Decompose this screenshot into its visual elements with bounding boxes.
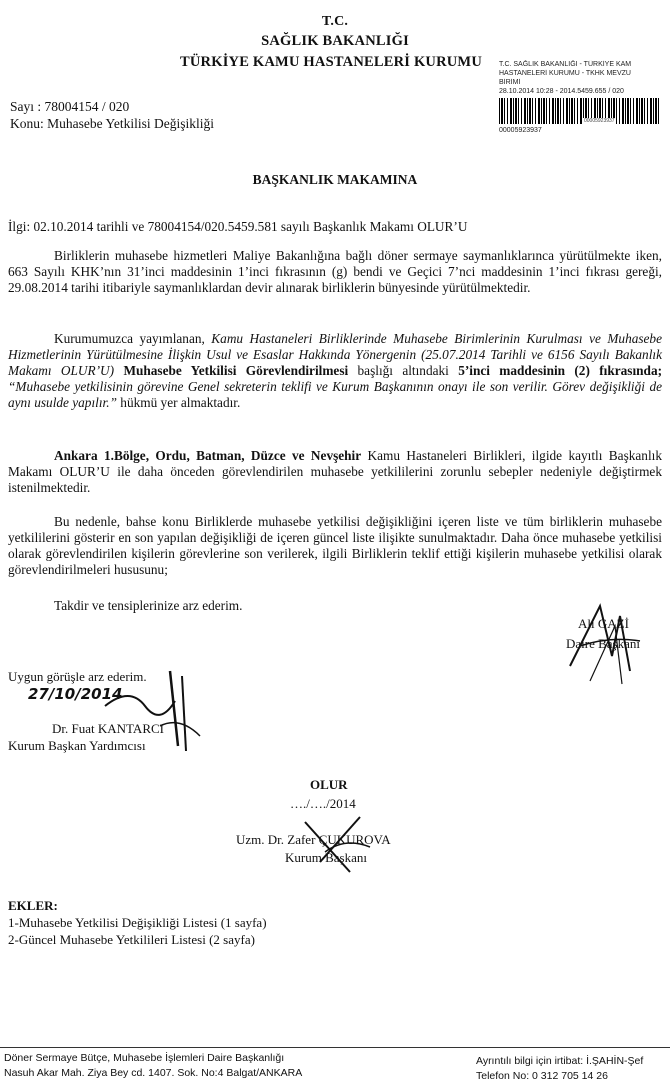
p2-end: hükmü yer almaktadır. <box>116 395 241 410</box>
right-signer-title: Daire Başkanı <box>566 636 641 651</box>
approval-olur: OLUR <box>310 777 348 792</box>
paragraph-closing: Takdir ve tensiplerinize arz ederim. <box>54 598 243 613</box>
left-signer-title: Kurum Başkan Yardımcısı <box>8 738 146 753</box>
footer-address: Nasuh Akar Mah. Ziya Bey cd. 1407. Sok. No:4 Balgat/ANKARA <box>4 1067 303 1079</box>
reference-line: İlgi: 02.10.2014 tarihli ve 78004154/020.5459.581 sayılı Başkanlık Makamı OLUR’U <box>8 219 468 234</box>
attachment-item-1: 1-Muhasebe Yetkilisi Değişikliği Listesi (1 sayfa) <box>8 915 267 930</box>
left-signature <box>100 666 210 756</box>
p2-quote: “Muhasebe yetkilisinin görevine Genel sekreterin teklifi ve Kurum Başkanının onayı ile son verilir. Görev değişikliği de aynı usulde yapılır.” <box>8 379 662 410</box>
right-signer-name: Ali GAZİ <box>578 616 629 631</box>
barcode-number: 00005923937 <box>499 127 542 134</box>
paragraph-3 <box>8 448 662 496</box>
attachments-heading: EKLER: <box>8 898 58 913</box>
paragraph-1: Birliklerin muhasebe hizmetleri Maliye Bakanlığına bağlı döner sermaye saymanlıklarınca yürütülmekte iken, 663 Sayılı KHK’nın 31’inci maddesinin 1’inci fıkrasının (g) bendi ve Geçici 7’nci maddesinin 1’inci fıkrası gereği, 29.08.2014 tarihi itibariyle saymanlıklardan devir alınarak birliklerin bünyesinde yürütülmektedir. <box>8 248 662 295</box>
footer-divider <box>0 1047 670 1048</box>
paragraph-2 <box>8 331 662 411</box>
left-signer-name: Dr. Fuat KANTARCI <box>52 721 164 736</box>
stamp-line-2: HASTANELERİ KURUMU - TKHK MEVZU <box>499 70 631 77</box>
stamp-line-1: T.C. SAĞLIK BAKANLIĞI - TÜRKİYE KAM <box>499 61 632 68</box>
approval-signature <box>300 812 380 882</box>
p3-body: Kamu Hastaneleri Birlikleri, ilgide kayıtlı Başkanlık Makamı OLUR’U ile daha önceden görevlendirilen muhasebe yetkililerini zorunlu sebepler nedeniyle değiştirmek istenilmektedir. <box>8 448 662 495</box>
approval-title: Kurum Başkanı <box>285 850 367 865</box>
header-institution: TÜRKİYE KAMU HASTANELERİ KURUMU <box>180 54 482 70</box>
left-signer-intro: Uygun görüşle arz ederim. <box>8 669 147 684</box>
p2-article: 5’inci maddesinin (2) fıkrasında; <box>458 363 663 378</box>
right-signature <box>560 596 650 686</box>
header-tc: T.C. <box>321 14 349 29</box>
barcode-image <box>499 98 659 124</box>
footer-department: Döner Sermaye Bütçe, Muhasebe İşlemleri Daire Başkanlığı <box>4 1052 285 1064</box>
addressee-title: BAŞKANLIK MAKAMINA <box>252 172 418 187</box>
p3-regions: Ankara 1.Bölge, Ordu, Batman, Düzce ve Nevşehir <box>54 448 362 463</box>
document-number: Sayı : 78004154 / 020 <box>10 99 130 114</box>
header-ministry: SAĞLIK BAKANLIĞI <box>261 33 409 49</box>
footer-contact: Ayrıntılı bilgi için irtibat: İ.ŞAHİN-Şef <box>476 1055 644 1067</box>
approval-name: Uzm. Dr. Zafer ÇUKUROVA <box>236 832 391 847</box>
approval-date: …./…./2014 <box>290 796 356 811</box>
p2-directive: Kamu Hastaneleri Birliklerinde Muhasebe Birimlerinin Kurulması ve Muhasebe Hizmetlerinin Yürütülmesine İlişkin Usul ve Esaslar Hakkında Yönergenin (25.07.2014 Tarihli ve 6156 Sayılı Bakanlık Makamı OLUR’U) <box>8 331 662 378</box>
document-subject: Konu: Muhasebe Yetkilisi Değişikliği <box>10 116 215 131</box>
attachment-item-2: 2-Güncel Muhasebe Yetkilileri Listesi (2 sayfa) <box>8 932 255 947</box>
footer-phone: Telefon No: 0 312 705 14 26 <box>476 1070 608 1082</box>
barcode-small-number: 00005923937 <box>584 118 615 124</box>
p2-mid: başlığı altındaki <box>348 363 459 378</box>
left-signer-date: 27/10/2014 <box>28 685 123 703</box>
p2-intro: Kurumumuzca yayımlanan, <box>54 331 212 346</box>
registry-stamp <box>499 60 670 96</box>
stamp-line-4: 28.10.2014 10:28 - 2014.5459.655 / 020 <box>499 88 624 95</box>
stamp-line-3: BİRİMİ <box>499 79 521 86</box>
paragraph-4: Bu nedenle, bahse konu Birliklerde muhasebe yetkilisi değişikliğini içeren liste ve tüm birliklerin muhasebe yetkililerini gösterir en son yapılan değişikliği de içeren güncel liste ilişikte sunulmaktadır. Daha önce muhasebe yetkilisi olarak görevlendirilen kişilerin görevlerine son verilerek, ilgili Birliklerin teklif ettiği kişilerin muhasebe yetkilisi olarak görevlendirilmeleri hususunu; <box>8 514 662 577</box>
p2-heading: Muhasebe Yetkilisi Görevlendirilmesi <box>123 363 349 378</box>
